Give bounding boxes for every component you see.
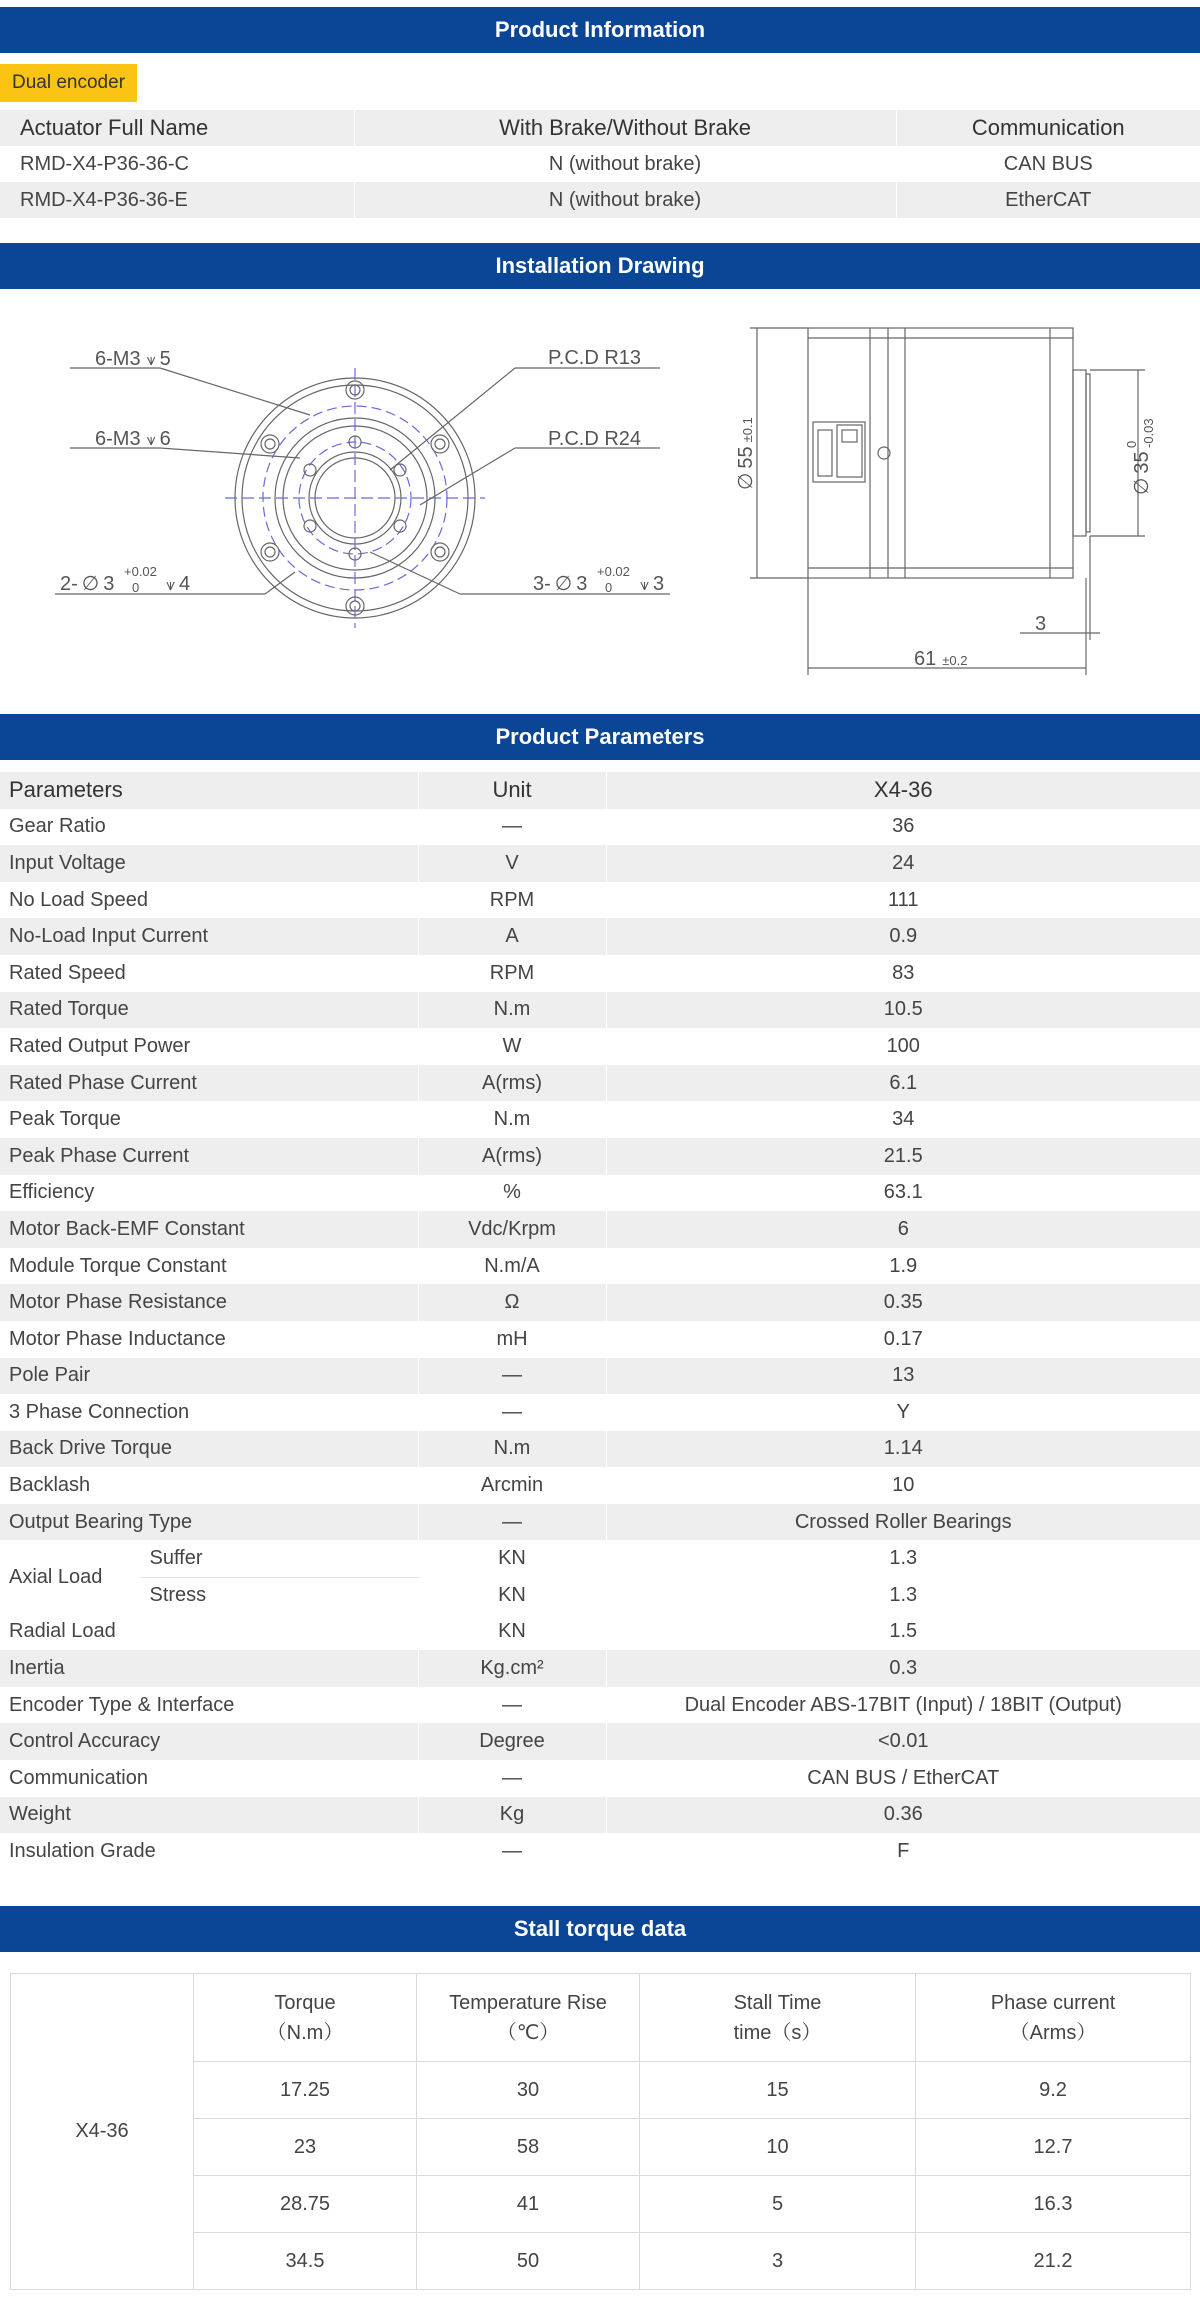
table-row [0,1394,1200,1431]
parameters-table [0,772,1200,1870]
table-row [0,1650,1200,1687]
cell-unit: W [418,1028,606,1065]
table-row [0,1138,1200,1175]
cell-value: 1.9 [889,1254,918,1277]
cell-unit: KN [418,1614,606,1651]
cell-value: 100 [886,1034,920,1057]
dual-encoder-badge: Dual encoder [0,64,137,102]
cell-value: 0.17 [883,1327,923,1350]
stall-header-time: Stall Time time（s） [640,1974,916,2062]
cell-value: 36 [892,815,915,838]
cell-unit: N.m [418,1431,606,1468]
label-pcd-r13: P.C.D R13 [548,347,642,369]
label-2-hole-tol-bottom: 0 [132,580,140,595]
cell-value: 6 [897,1217,909,1240]
label-pcd-r24: P.C.D R24 [548,428,642,450]
cell-value: 10 [892,1474,915,1497]
cell-value: Y [896,1400,910,1423]
cell-parameter: Radial Load [0,1614,418,1651]
stall-torque: 17.25 [194,2062,417,2119]
stall-temperature: 30 [417,2062,640,2119]
cell-value: 1.3 [889,1583,918,1606]
cell-value: 1.3 [889,1547,918,1570]
cell-parameter: Gear Ratio [0,809,418,846]
stall-temperature: 58 [417,2119,640,2176]
table-row [0,809,1200,846]
product-info-table [0,110,1200,218]
table-row [0,1175,1200,1212]
cell-unit: A(rms) [418,1138,606,1175]
label-m3-6: 6-M3 ⩛ 6 [95,428,171,450]
cell-value: 0.35 [883,1291,923,1314]
table-row-axial-stress [0,1577,1200,1614]
cell-value: 1.14 [883,1437,923,1460]
table-row [0,1101,1200,1138]
cell-unit: — [418,1833,606,1870]
header-brake: With Brake/Without Brake [354,110,896,146]
stall-time: 3 [640,2233,916,2290]
cell-brake: N (without brake) [354,146,896,182]
table-row [0,146,1200,182]
cell-parameter: Rated Output Power [0,1028,418,1065]
table-row [0,182,1200,218]
label-dia-35: ∅35 [1131,451,1153,495]
header-model: X4-36 [873,777,933,803]
stall-time: 5 [640,2176,916,2233]
cell-value: CAN BUS / EtherCAT [807,1766,1000,1789]
table-row [0,1504,1200,1541]
stall-time: 15 [640,2062,916,2119]
cell-parameter: Motor Back-EMF Constant [0,1211,418,1248]
label-dia-35-tol-top: 0 [1124,440,1139,448]
stall-header-current: Phase current （Arms） [916,1974,1191,2062]
cell-communication: EtherCAT [1005,188,1092,211]
cell-unit: KN [418,1540,606,1577]
cell-parameter: Encoder Type & Interface [0,1687,418,1724]
cell-value: 83 [892,961,915,984]
stall-current: 9.2 [916,2062,1191,2119]
section-header-installation-drawing: Installation Drawing [0,243,1200,289]
label-2-hole-tol-top: +0.02 [124,564,157,579]
cell-parameter: Communication [0,1760,418,1797]
cell-communication: CAN BUS [1003,152,1093,175]
table-row [0,1248,1200,1285]
cell-unit: — [418,1504,606,1541]
table-row [0,1723,1200,1760]
table-row [0,882,1200,919]
header-unit: Unit [418,772,606,809]
table-row-axial-suffer [0,1540,1200,1577]
label-3-hole-depth: ⩛ 3 [640,573,665,595]
label-dia-55: ∅55±0.1 [735,417,757,490]
cell-value: F [897,1840,910,1863]
table-row [0,1431,1200,1468]
table-header-row [0,772,1200,809]
cell-parameter: Back Drive Torque [0,1431,418,1468]
cell-value: 10.5 [883,998,923,1021]
cell-unit: Arcmin [418,1467,606,1504]
label-dia-35-tol-bottom: -0.03 [1141,418,1156,448]
label-m3-5: 6-M3 ⩛ 5 [95,348,171,370]
stall-current: 21.2 [916,2233,1191,2290]
table-row [0,1211,1200,1248]
cell-value: 6.1 [889,1071,918,1094]
cell-name: RMD-X4-P36-36-E [0,182,354,218]
axial-load-label: Axial Load [0,1540,140,1613]
cell-value: Dual Encoder ABS-17BIT (Input) / 18BIT (Output) [684,1693,1122,1716]
cell-parameter: Motor Phase Resistance [0,1284,418,1321]
stall-current: 12.7 [916,2119,1191,2176]
table-row [0,1797,1200,1834]
table-row [0,845,1200,882]
header-communication: Communication [971,115,1125,140]
cell-parameter: No Load Speed [0,882,418,919]
cell-unit: % [418,1175,606,1212]
table-row [0,1687,1200,1724]
cell-value: 63.1 [883,1181,923,1204]
section-header-stall-torque: Stall torque data [0,1906,1200,1952]
header-parameters: Parameters [0,772,418,809]
cell-parameter: Efficiency [0,1175,418,1212]
cell-parameter: Backlash [0,1467,418,1504]
table-row [0,1028,1200,1065]
cell-unit: Kg [418,1797,606,1834]
cell-unit: N.m [418,992,606,1029]
installation-drawing [0,290,1200,685]
cell-parameter: Pole Pair [0,1358,418,1395]
cell-value: 1.5 [889,1620,918,1643]
cell-unit: Degree [418,1723,606,1760]
cell-parameter: Rated Phase Current [0,1065,418,1102]
label-3-hole-tol-bottom: 0 [605,580,613,595]
cell-value: 21.5 [883,1144,923,1167]
cell-unit: A(rms) [418,1065,606,1102]
cell-unit: — [418,809,606,846]
stall-torque: 28.75 [194,2176,417,2233]
cell-unit: — [418,1358,606,1395]
table-row [0,1358,1200,1395]
cell-parameter: Suffer [140,1540,418,1577]
cell-value: 24 [892,851,915,874]
cell-parameter: Control Accuracy [0,1723,418,1760]
stall-header-torque: Torque （N.m） [194,1974,417,2062]
stall-current: 16.3 [916,2176,1191,2233]
cell-unit: N.m/A [418,1248,606,1285]
label-3-hole: 3- ∅ 3 [533,573,588,595]
cell-parameter: Insulation Grade [0,1833,418,1870]
stall-torque-table [10,1973,1191,2290]
label-3-hole-tol-top: +0.02 [597,564,630,579]
cell-parameter: Rated Speed [0,955,418,992]
cell-parameter: Inertia [0,1650,418,1687]
cell-parameter: 3 Phase Connection [0,1394,418,1431]
cell-unit: A [418,918,606,955]
table-row [0,992,1200,1029]
table-header-row [0,110,1200,146]
cell-parameter: Module Torque Constant [0,1248,418,1285]
cell-unit: KN [418,1577,606,1614]
cell-unit: — [418,1394,606,1431]
stall-temperature: 50 [417,2233,640,2290]
stall-temperature: 41 [417,2176,640,2233]
cell-parameter: Weight [0,1797,418,1834]
cell-parameter: Rated Torque [0,992,418,1029]
cell-parameter: Stress [140,1577,418,1614]
cell-value: 0.3 [889,1657,918,1680]
cell-parameter: Output Bearing Type [0,1504,418,1541]
cell-parameter: No-Load Input Current [0,918,418,955]
cell-parameter: Peak Torque [0,1101,418,1138]
section-header-product-parameters: Product Parameters [0,714,1200,760]
cell-name: RMD-X4-P36-36-C [0,146,354,182]
cell-value: 111 [888,888,919,911]
cell-unit: mH [418,1321,606,1358]
stall-header-temperature: Temperature Rise （℃） [417,1974,640,2062]
cell-value: 0.9 [889,925,918,948]
cell-unit: V [418,845,606,882]
table-row [0,955,1200,992]
cell-value: 13 [892,1364,915,1387]
cell-value: 0.36 [883,1803,923,1826]
cell-value: Crossed Roller Bearings [794,1510,1012,1533]
stall-time: 10 [640,2119,916,2176]
cell-unit: — [418,1760,606,1797]
label-2-hole-depth: ⩛ 4 [166,573,191,595]
header-actuator-name: Actuator Full Name [0,110,354,146]
table-row [0,1284,1200,1321]
table-row [0,1833,1200,1870]
section-header-product-information: Product Information [0,7,1200,53]
cell-unit: Vdc/Krpm [418,1211,606,1248]
cell-unit: — [418,1687,606,1724]
cell-unit: RPM [418,882,606,919]
stall-torque: 23 [194,2119,417,2176]
cell-parameter: Motor Phase Inductance [0,1321,418,1358]
side-view [750,328,1145,675]
label-dim-61: 61 ±0.2 [914,648,968,670]
cell-unit: RPM [418,955,606,992]
cell-unit: N.m [418,1101,606,1138]
table-row [0,1760,1200,1797]
cell-value: <0.01 [877,1730,929,1753]
cell-parameter: Peak Phase Current [0,1138,418,1175]
table-row [0,1614,1200,1651]
label-2-hole: 2- ∅ 3 [60,573,115,595]
stall-model: X4-36 [11,1974,194,2290]
table-row [0,918,1200,955]
label-dim-3: 3 [1035,613,1047,635]
cell-value: 34 [892,1108,915,1131]
cell-unit: Kg.cm² [418,1650,606,1687]
cell-unit: Ω [418,1284,606,1321]
stall-header-row [11,1974,1191,2062]
table-row [0,1467,1200,1504]
stall-torque: 34.5 [194,2233,417,2290]
cell-parameter: Input Voltage [0,845,418,882]
cell-brake: N (without brake) [354,182,896,218]
table-row [0,1065,1200,1102]
table-row [0,1321,1200,1358]
